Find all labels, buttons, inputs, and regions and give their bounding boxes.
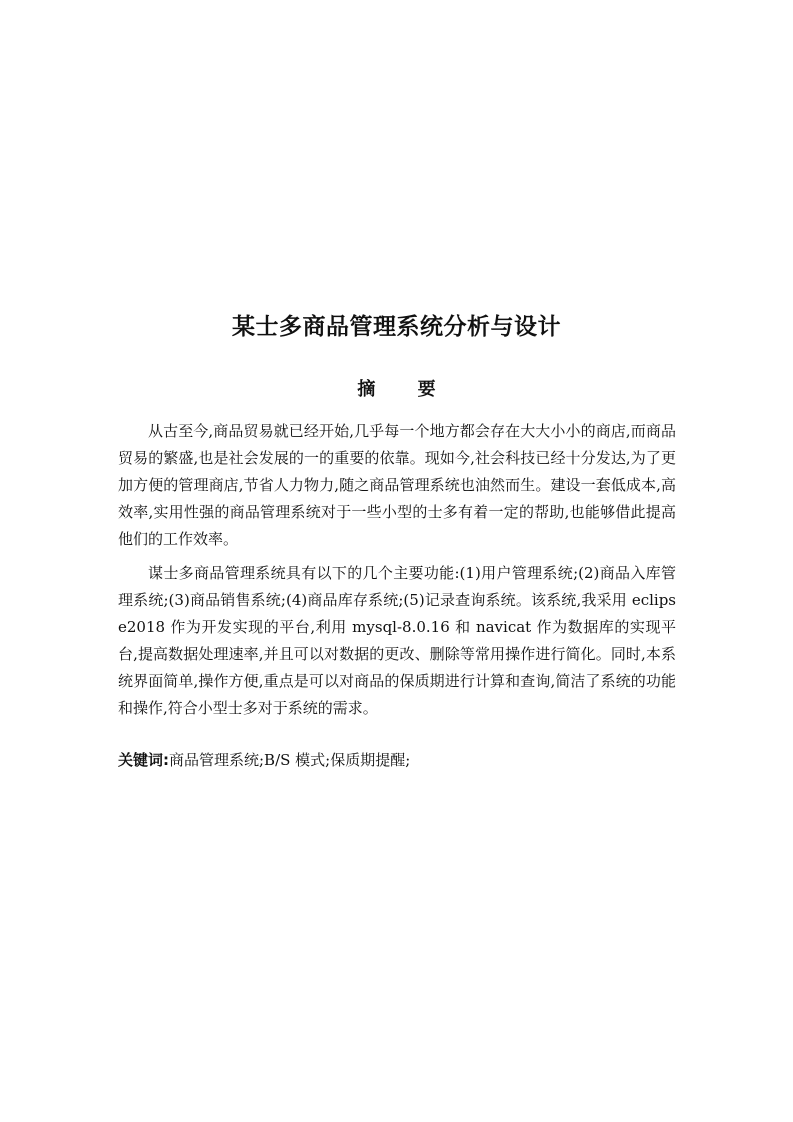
document-title: 某士多商品管理系统分析与设计	[232, 314, 561, 340]
keywords-label: 关键词:	[118, 751, 169, 769]
abstract-paragraph-1: 从古至今,商品贸易就已经开始,几乎每一个地方都会存在大大小小的商店,而商品贸易的繁盛,也是社会发展的一的重要的依靠。现如今,社会科技已经十分发达,为了更加方便的管理商店,节省人力物力,随之商品管理系统也油然而生。建设一套低成本,高效率,实用性强的商品管理系统对于一些小型的士多有着一定的帮助,也能够借此提高他们的工作效率。	[118, 422, 676, 548]
keywords-value: 商品管理系统;B/S 模式;保质期提醒;	[169, 751, 411, 769]
abstract-heading: 摘 要	[357, 379, 454, 400]
abstract-paragraph-2: 谋士多商品管理系统具有以下的几个主要功能:(1)用户管理系统;(2)商品入库管理系统;(3)商品销售系统;(4)商品库存系统;(5)记录查询系统。该系统,我采用 eclipse2018 作为开发实现的平台,利用 mysql-8.0.16 和 navicat 作为数据库的实现平台,提高数据处理速率,并且可以对数据的更改、删除等常用操作进行简化。同时,本系统界面简单,操作方便,重点是可以对商品的保质期进行计算和查询,简洁了系统的功能和操作,符合小型士多对于系统的需求。	[118, 564, 676, 717]
keywords-line	[118, 747, 676, 774]
